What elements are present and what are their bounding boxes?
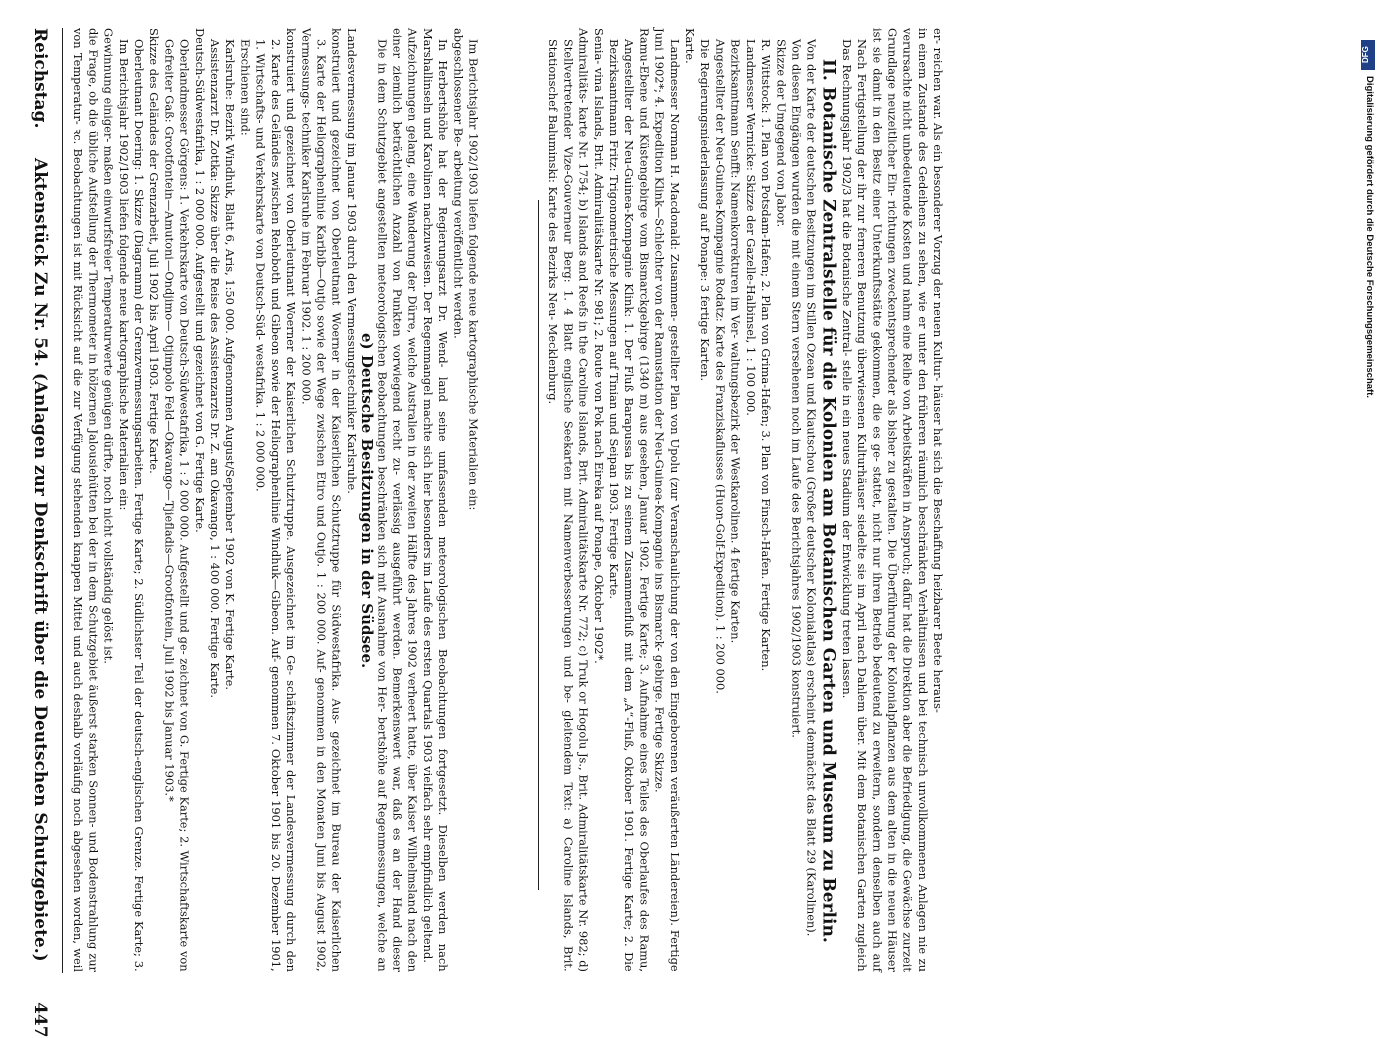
header-left: Reichstag. (30, 28, 50, 129)
paragraph: Nach Fertigstellung der ihr zur ferneren Benutzung überwiesenen Kulturhäuser siedelte sie im April nach Dahlem über. Mit dem Botanischen Garten zugleich ist sie damit in den Besitz einer Unterkunftsstätte gekommen, die es ge- stattet, nicht nur ihren Betrieb bedeutend zu erweitern, sondern denselben auch auf Grundlage neuzeitlicher Ein- richtungen zweckentsprechender als bisher zu gestalten. Die Überführung der Kolonialpflanzen aus dem alten in die neuen Häuser verursachte nicht unbedeutende Kosten und nahm eine Reihe von Arbeitskräften in Anspruch; dafür hat die Direktion aber die Befriedigung, die Gewächse zurzeit in einem Zustande des Gedeihens zu sehen, wie er unter den früheren räumlich beschränkten Verhältnissen und bei technisch unvollkommenen Anlagen nie zu er- reichen war. Als ein besonderer Vorzug der neuen Kultur- häuser hat sich die Beschaffung heizbarer Beete heraus- (855, 28, 946, 972)
paragraph: Landmesser Wernicke: Skizze der Gazelle-Halbinsel, 1 : 100 000. (743, 39, 758, 417)
paragraph: 3. Karte der Heliographenlinie Karibib—Outjo sowie der Wege zwischen Etiro und Outjo. 1 : 200 000. Auf- genommen in den Monaten Juni bis August 1902, konstruiert und gezeichnet von Oberleutnant Woerner in der Kaiserlichen Schutztruppe für Südwestafrika. Aus- gezeichnet im Bureau der Kaiserlichen Landesvermessung im Januar 1903 durch den Vermessungstechniker Karlsruhe. (314, 28, 359, 972)
paragraph: Bezirksamtmann Senfft: Namenkorrekturen im Ver- waltungsbezirk der Westkarolinen. 4 fertige Karten. (728, 39, 743, 644)
chapter-heading: II. Botanische Zentralstelle für die Kolonien am Botanischen Garten und Museum zu Berlin. (818, 59, 839, 943)
header-rule (62, 28, 63, 973)
dfg-sidebar (1361, 40, 1375, 930)
column-divider (538, 200, 539, 890)
paragraph: von Temperatur- ꝛc. Beobachtungen ist mit Rücksicht auf die zur Verfügung stehenden knappen Mittel und auch deshalb vorläufig noch abgesehen worden, weil die Frage, ob die übliche Aufstellung der Thermometer in hölzernen Jalousiehütten bei der in dem Schutzgebiet äußerst starken Sonnen- und Bodenstrahlung zur Gewinnung einiger- maßen einwurfsfreier Temperaturwerte genügen dürfte, noch nicht vollständig gelöst ist. (71, 28, 116, 972)
paragraph: 1. Wirtschafts- und Verkehrskarte von Deutsch-Süd- westafrika. 1 : 2 000 000. (253, 39, 268, 493)
paragraph: R. Wittstock: 1. Plan von Potsdam-Hafen; 2. Plan von Grima-Hafen; 3. Plan von Finsch-Hafen. Fertige Karten. (759, 39, 774, 672)
paragraph: Oberlandmesser Görgens: 1. Verkehrskarte von Deutsch-Südwestafrika, 1 : 2 000 000. Aufgestellt und ge- zeichnet von G. Fertige Karte; 2. Wirtschaftskarte von Deutsch-Südwestafrika, 1 : 2 000 000. Aufgestellt und gezeichnet von G. Fertige Karte. (177, 28, 207, 972)
left-column (70, 28, 530, 973)
paragraph: Erschienen sind: (238, 39, 253, 137)
paragraph: Stationschef Baluminski: Karte des Bezirks Neu- Mecklenburg. (546, 39, 561, 405)
header-title: Aktenstück Zu Nr. 54. (Anlagen zur Denkschrift über die Deutschen Schutzgebiete.) (30, 158, 50, 963)
paragraph: Angestellter der Neu-Guinea-Kompagnie Klink: 1. Der Fluß Barapussa bis zu seinem Zusammenfluß mit dem „A“-Fluß, Oktober 1901. Fertige Karte; 2. Die Ramu-Ebene und Küstengebirge vom Bismarckgebirge (1340 m) aus gesehen, Januar 1902. Fertige Karte; 3. Aufnahme eines Teiles des Oberlaufes des Ramu, Juni 1902*; 4. Expedition Klink—Schlechter von der Ramustation der Neu-Guinea-Kompagnie ins Bismarck- gebirge. Fertige Skizze. (622, 28, 667, 972)
paragraph: Gefreiter Gaß: Grootfontein—Amutoni—Ondjimo— Otjimpolo Feld—Okavango—Tjiefladis—Grootfontein, Juli 1902 bis Januar 1903.* (162, 39, 177, 803)
paragraph: Die in dem Schutzgebiet angestellten meteorologischen Beobachtungen beschränken sich mit Ausnahme von Her- bertshöhe auf Regenmessungen, welche an einer ziemlich beträchtlichen Anzahl von Punkten vorwiegend recht zu- verlässig ausgeführt werden. Bemerkenswert war, daß es an der Hand dieser Aufzeichnungen gelang, eine Wanderung der Dürre, welche Australien in der zweiten Hälfte des Jahres 1902 verheert hatte, über Kaiser Wilhelmsland nach den Marshallinseln und Karolinen nachzuweisen. Der Regenmangel machte sich hier besonders im Laufe des ersten Quartals 1903 vielfach sehr empfindlich geltend. (375, 28, 435, 972)
paragraph: Das Rechnungsjahr 1902/3 hat die Botanische Zentral- stelle in ein neues Stadium der Entwicklung treten lassen. (839, 39, 854, 699)
dfg-credit: Digitalisierung gefördert durch die Deutsche Forschungsgemeinschaft. (1364, 76, 1375, 398)
paragraph: In Herbertshöhe hat der Regierungsarzt Dr. Wend- land seine umfassenden meteorologischen Beobachtungen fortgesetzt. Dieselben werden nach abgeschlossener Be- arbeitung veröffentlicht werden. (436, 28, 466, 972)
paragraph: Landmesser Norman H. Macdonald: Zusammen- gestellter Plan von Upolu (zur Veranschaulichung der von den Eingeborenen veräußerten Ländereien). Fertige Karte. (667, 28, 698, 972)
paragraph: Im Berichtsjahr 1902/1903 liefen folgende neue kartographische Materialien ein: (116, 39, 131, 511)
paragraph: Oberleutnant Doering: 1. Skizze (Diagramm) der Grenzvermessungsarbeiten. Fertige Karte; 2. Südlichster Teil der deutsch-englischen Grenze. Fertige Karte; 3. Skizze des Geländes der Grenzarbeit, Juli 1902 bis April 1903. Fertige Karte. (132, 28, 162, 972)
paragraph: Skizze der Umgegend von Jabor. (774, 39, 789, 228)
paragraph: Im Berichtsjahr 1902/1903 liefen folgende neue kartographische Materialien ein: (466, 39, 481, 511)
paragraph: Die Regierungsniederlassung auf Ponape: 3 fertige Karten. (698, 39, 713, 382)
paragraph: Assistenzarzt Dr. Zottka: Skizze über die Reise des Assistenzarzts Dr. Z. am Okavango, 1 : 400 000. Fertige Karte. (208, 39, 223, 699)
page-header-strip (20, 28, 60, 1038)
page-number: 447 (30, 1002, 50, 1038)
paragraph: Von der Karte der deutschen Besitzungen im Stillen Ozean und Kiautschou (Großer deutscher Kolonialatlas) erscheint demnächst das Blatt 29 (Karolinen). (804, 39, 819, 937)
dfg-logo: DFG (1361, 40, 1375, 70)
paragraph: Stellvertretender Vize-Gouverneur Berg: 1. 4 Blatt englische Seekarten mit Namenverbesserungen und be- gleitendem Text: a) Caroline Islands, Brit. Admiralitäts- karte Nr. 1754; b) Islands and Reefs in the Caroline Islands, Brit. Admiralitätskarte Nr. 772; c) Truk or Hogolu Js., Brit. Admiralitätskarte Nr. 982; d) Senia- vina Islands, Brit. Admiralitätskarte Nr. 981; 2. Route von Pok nach Eireka auf Ponape, Oktober 1902*. (561, 28, 606, 972)
paragraph: Bezirksamtmann Fritz: Trigonometrische Messungen auf Tinian und Seipan 1903. Fertige Karte. (607, 39, 622, 600)
paragraph: Von diesen Eingängen wurden die mit einem Stern versehenen noch im Laufe des Berichtsjahres 1902/1903 konstruiert. (789, 39, 804, 739)
paragraph: Angestellter der Neu-Guinea-Kompagnie Rodatz: Karte des Franziskaflusses (Huon-Golf-Expedition). 1 : 200 000. (713, 39, 728, 695)
section-heading: e) Deutsche Besitzungen in der Südsee. (358, 333, 377, 669)
paragraph: Karlsruhe: Bezirk Windhuk, Blatt 6, Aris, 1:50 000. Aufgenommen August/September 1902 von K. Fertige Karte. (223, 39, 238, 691)
right-column (545, 28, 1005, 973)
paragraph: 2. Karte des Geländes zwischen Rehoboth und Gibeon sowie der Heliographenlinie Windhuk—Gibeon. Auf- genommen 7. Oktober 1901 bis 20. Dezember 1901, konstruiert und gezeichnet von Oberleutnant Woerner der Kaiserlichen Schutztruppe. Ausgezeichnet im Ge- schäftszimmer der Landesvermessung durch den Vermessungs- techniker Karlsruhe im Februar 1902. 1 : 200 000. (268, 28, 314, 972)
